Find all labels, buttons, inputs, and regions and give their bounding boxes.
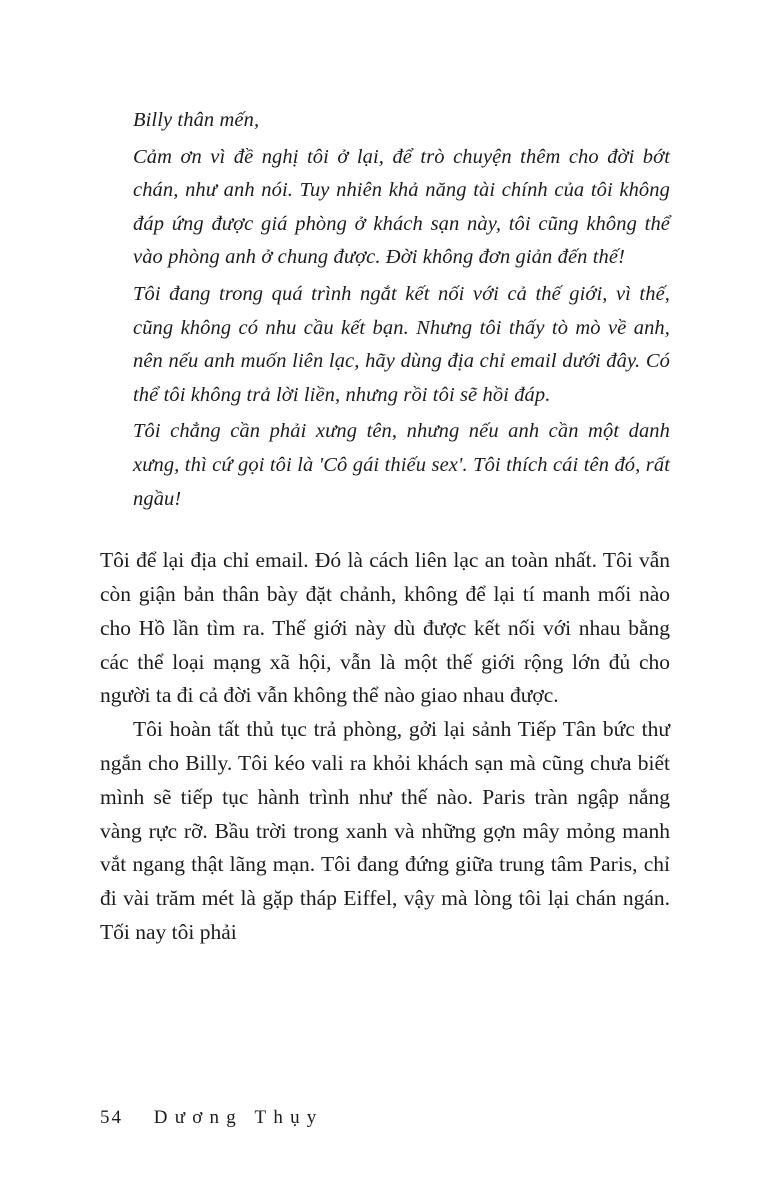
- body-section: [100, 544, 670, 950]
- letter-paragraph: Tôi đang trong quá trình ngắt kết nối với cả thế giới, vì thế, cũng không có nhu cầu kết bạn. Nhưng tôi thấy tò mò về anh, nên nếu anh muốn liên lạc, hãy dùng địa chỉ email dưới đây. Có thể tôi không trả lời liền, nhưng rồi tôi sẽ hồi đáp.: [133, 282, 670, 406]
- letter-paragraph: Cảm ơn vì đề nghị tôi ở lại, để trò chuyện thêm cho đời bớt chán, như anh nói. Tuy nhiên khả năng tài chính của tôi không đáp ứng được giá phòng ở khách sạn này, tôi cũng không thể vào phòng anh ở chung được. Đời không đơn giản đến thế!: [133, 145, 670, 269]
- page-footer: [100, 1107, 324, 1129]
- letter-paragraph: Tôi chẳng cần phải xưng tên, nhưng nếu anh cần một danh xưng, thì cứ gọi tôi là 'Cô gái thiếu sex'. Tôi thích cái tên đó, rất ngầu!: [133, 420, 670, 510]
- letter-salutation: Billy thân mến,: [133, 109, 260, 131]
- author-name: Dương Thụy: [153, 1107, 324, 1128]
- page-number: 54: [100, 1107, 123, 1128]
- body-paragraph: Tôi hoàn tất thủ tục trả phòng, gởi lại sảnh Tiếp Tân bức thư ngắn cho Billy. Tôi kéo vali ra khỏi khách sạn mà cũng chưa biết mình sẽ tiếp tục hành trình như thế nào. Paris tràn ngập nắng vàng rực rỡ. Bầu trời trong xanh và những gợn mây mỏng manh vắt ngang thật lãng mạn. Tôi đang đứng giữa trung tâm Paris, chỉ đi vài trăm mét là gặp tháp Eiffel, vậy mà lòng tôi lại chán ngán. Tối nay tôi phải: [100, 717, 670, 944]
- body-paragraph: Tôi để lại địa chỉ email. Đó là cách liên lạc an toàn nhất. Tôi vẫn còn giận bản thân bày đặt chảnh, không để lại tí manh mối nào cho Hồ lần tìm ra. Thế giới này dù được kết nối với nhau bằng các thể loại mạng xã hội, vẫn là một thế giới rộng lớn đủ cho người ta đi cả đời vẫn không thể nào giao nhau được.: [100, 548, 670, 708]
- letter-section: [100, 104, 670, 516]
